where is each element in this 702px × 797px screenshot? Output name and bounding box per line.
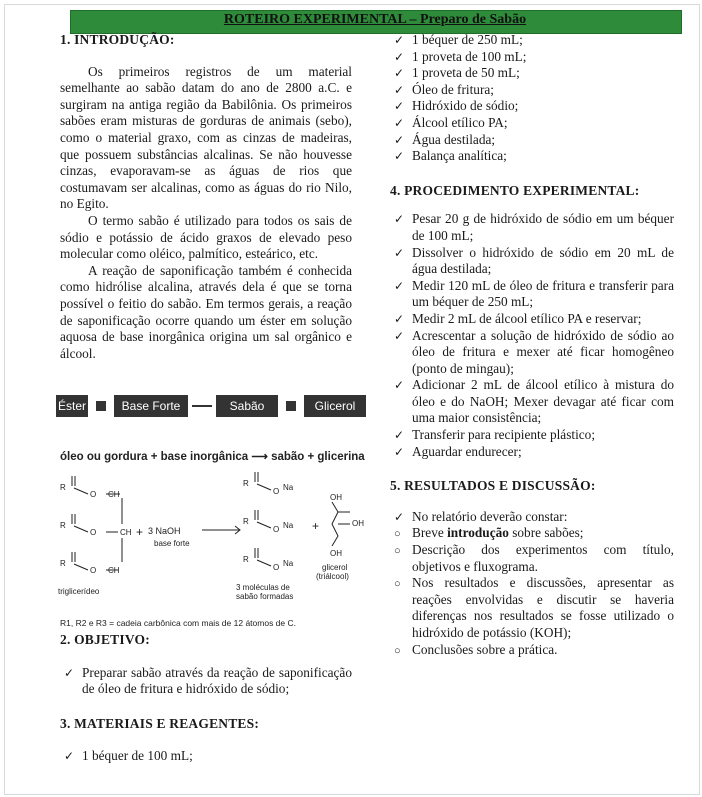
svg-text:O: O [273, 563, 280, 572]
plus-icon [286, 401, 296, 411]
list-item: ✓ Aguardar endurecer; [394, 443, 522, 459]
flow-sabao: Sabão [216, 395, 278, 417]
saponification-scheme [50, 466, 380, 626]
svg-text:Na: Na [283, 521, 294, 530]
check-icon: ✓ [394, 33, 405, 47]
check-icon: ✓ [394, 82, 405, 97]
list-item: ✓ Dissolver o hidróxido de sódio em 20 mL de água destilada; [394, 244, 674, 277]
plus-icon [96, 401, 106, 411]
list-item: ✓ Água destilada; [394, 131, 496, 147]
svg-text:OH: OH [352, 519, 364, 528]
svg-text:+: + [136, 525, 144, 539]
list-item: ○ Breve introdução sobre sabões; [390, 525, 674, 542]
list-item: ✓ Álcool etílico PA; [394, 114, 508, 130]
equation-title: óleo ou gordura + base inorgânica ⟶ sabão + glicerina [60, 451, 365, 463]
glycerol-label: glicerol [322, 563, 348, 572]
check-icon: ✓ [394, 149, 405, 164]
svg-text:OH: OH [330, 493, 342, 502]
flow-ester: Éster [56, 395, 88, 417]
list-item: ✓ Medir 2 mL de álcool etílico PA e reservar; [394, 310, 642, 326]
svg-text:Na: Na [283, 483, 294, 492]
circle-bullet-icon: ○ [394, 644, 401, 657]
svg-text:CH: CH [108, 566, 120, 575]
svg-text:O: O [90, 566, 97, 575]
right-column [390, 32, 674, 658]
check-icon: ✓ [394, 311, 405, 326]
svg-text:R: R [243, 555, 249, 564]
list-item: ✓ 1 proveta de 100 mL; [394, 48, 527, 64]
check-icon: ✓ [394, 378, 405, 393]
list-item: ✓ Pesar 20 g de hidróxido de sódio em um béquer de 100 mL; [394, 211, 674, 243]
procedure-heading: 4. PROCEDIMENTO EXPERIMENTAL: [390, 182, 640, 198]
svg-text:R: R [60, 483, 66, 492]
check-icon: ✓ [394, 66, 405, 81]
base-forte-label: base forte [154, 539, 190, 548]
trialcool-label: (triálcool) [316, 572, 349, 581]
objective-heading: 2. OBJETIVO: [60, 632, 150, 647]
soap-molecules-label-2: sabão formadas [236, 592, 294, 601]
circle-bullet-icon: ○ [394, 545, 401, 558]
intro-paragraph-3: A reação de saponificação também é conhecida como hidrólise alcalina, através dela é que se torna possível o feitio do sabão. Em termos gerais, a reação de saponificação ocorre quando um éster em solução aquosa de base inorgânica origina um sal orgânico e álcool. [60, 262, 352, 361]
check-icon: ✓ [394, 509, 405, 524]
svg-text:R: R [243, 479, 249, 488]
list-item: ○ Conclusões sobre a prática. [390, 642, 674, 659]
svg-text:O: O [90, 490, 97, 499]
svg-text:R: R [60, 521, 66, 530]
circle-bullet-icon: ○ [394, 578, 401, 591]
intro-paragraph-1: Os primeiros registros de um material semelhante ao sabão datam do ano de 2800 a.C. e surgiram na antiga região da Babilônia. Os primeiros sabões eram misturas de gorduras de animais (sebo), como o material graxo, com as cinzas de madeiras, que possuem substâncias alcalinas. Se não houvesse cinzas, evaporavam-se as águas de rios que costumavam ser alcalinas, como as águas do rio Nilo, no Egito. [60, 63, 352, 212]
results-list [390, 509, 674, 658]
list-item: ✓ Balança analítica; [394, 148, 507, 164]
materials-item: ✓ 1 béquer de 100 mL; [64, 748, 193, 764]
soap-molecules-label-1: 3 moléculas de [236, 583, 290, 592]
check-icon: ✓ [64, 665, 75, 680]
svg-text:CH: CH [120, 528, 132, 537]
list-item: ✓ Acrescentar a solução de hidróxido de sódio ao óleo de fritura e mexer até ficar homogêneo (ponto de mingau); [394, 327, 674, 376]
svg-text:OH: OH [330, 549, 342, 558]
circle-bullet-icon: ○ [394, 528, 401, 541]
svg-text:CH: CH [108, 490, 120, 499]
check-icon: ✓ [394, 212, 405, 227]
check-icon: ✓ [394, 132, 405, 147]
objective-item: ✓ Preparar sabão através da reação de saponificação de óleo de fritura e hidróxido de sódio; [64, 664, 352, 697]
check-icon: ✓ [394, 245, 405, 260]
svg-text:O: O [90, 528, 97, 537]
list-item: ✓ No relatório deverão constar: [394, 508, 568, 524]
left-column [60, 32, 352, 362]
flow-glicerol: Glicerol [304, 395, 366, 417]
r-groups-note: R1, R2 e R3 = cadeia carbônica com mais de 12 átomos de C. [60, 618, 296, 628]
materials-list-continued [390, 32, 674, 165]
list-item: ✓ Medir 120 mL de óleo de fritura e transferir para um béquer de 250 mL; [394, 277, 674, 310]
svg-text:O: O [273, 487, 280, 496]
check-icon: ✓ [394, 115, 405, 130]
flow-base-forte: Base Forte [114, 395, 188, 417]
check-icon: ✓ [394, 444, 405, 459]
check-icon: ✓ [394, 328, 405, 343]
list-item: ✓ Hidróxido de sódio; [394, 98, 519, 114]
check-icon: ✓ [394, 278, 405, 293]
svg-text:+: + [312, 519, 320, 533]
objective-section [60, 632, 352, 765]
list-item: ✓ 1 proveta de 50 mL; [394, 65, 520, 81]
materials-heading: 3. MATERIAIS E REAGENTES: [60, 715, 260, 731]
list-item: ○ Nos resultados e discussões, apresentar as reações envolvidas e discutir se haveria diferenças nos resultados se fosse utilizado o hidróxido de potássio (KOH); [394, 575, 674, 640]
naoh-label: 3 NaOH [148, 526, 181, 536]
triglyceride-label: triglicerídeo [58, 587, 100, 596]
svg-text:R: R [60, 559, 66, 568]
list-item: ✓ Óleo de fritura; [394, 81, 494, 97]
check-icon: ✓ [394, 49, 405, 64]
list-item: ✓ 1 béquer de 250 mL; [394, 32, 523, 47]
intro-paragraph-2: O termo sabão é utilizado para todos os sais de sódio e potássio de ácido graxos de elevado peso molecular como oléico, palmítico, esteárico, etc. [60, 212, 352, 262]
procedure-list [390, 211, 674, 460]
list-item: ✓ Transferir para recipiente plástico; [394, 427, 596, 443]
list-item: ○ Descrição dos experimentos com título, objetivos e fluxograma. [394, 542, 674, 574]
check-icon: ✓ [64, 749, 75, 764]
results-heading: 5. RESULTADOS E DISCUSSÃO: [390, 478, 596, 494]
svg-text:R: R [243, 517, 249, 526]
check-icon: ✓ [394, 99, 405, 114]
page-title: ROTEIRO EXPERIMENTAL – Preparo de Sabão [223, 12, 527, 27]
svg-text:O: O [273, 525, 280, 534]
svg-text:Na: Na [283, 559, 294, 568]
list-item: ✓ Adicionar 2 mL de álcool etílico à mistura do óleo e do NaOH; Mexer devagar até ficar com uma maior consistência; [394, 377, 674, 426]
intro-heading: 1. INTRODUÇÃO: [60, 32, 175, 47]
arrow-icon [192, 405, 212, 407]
check-icon: ✓ [394, 428, 405, 443]
